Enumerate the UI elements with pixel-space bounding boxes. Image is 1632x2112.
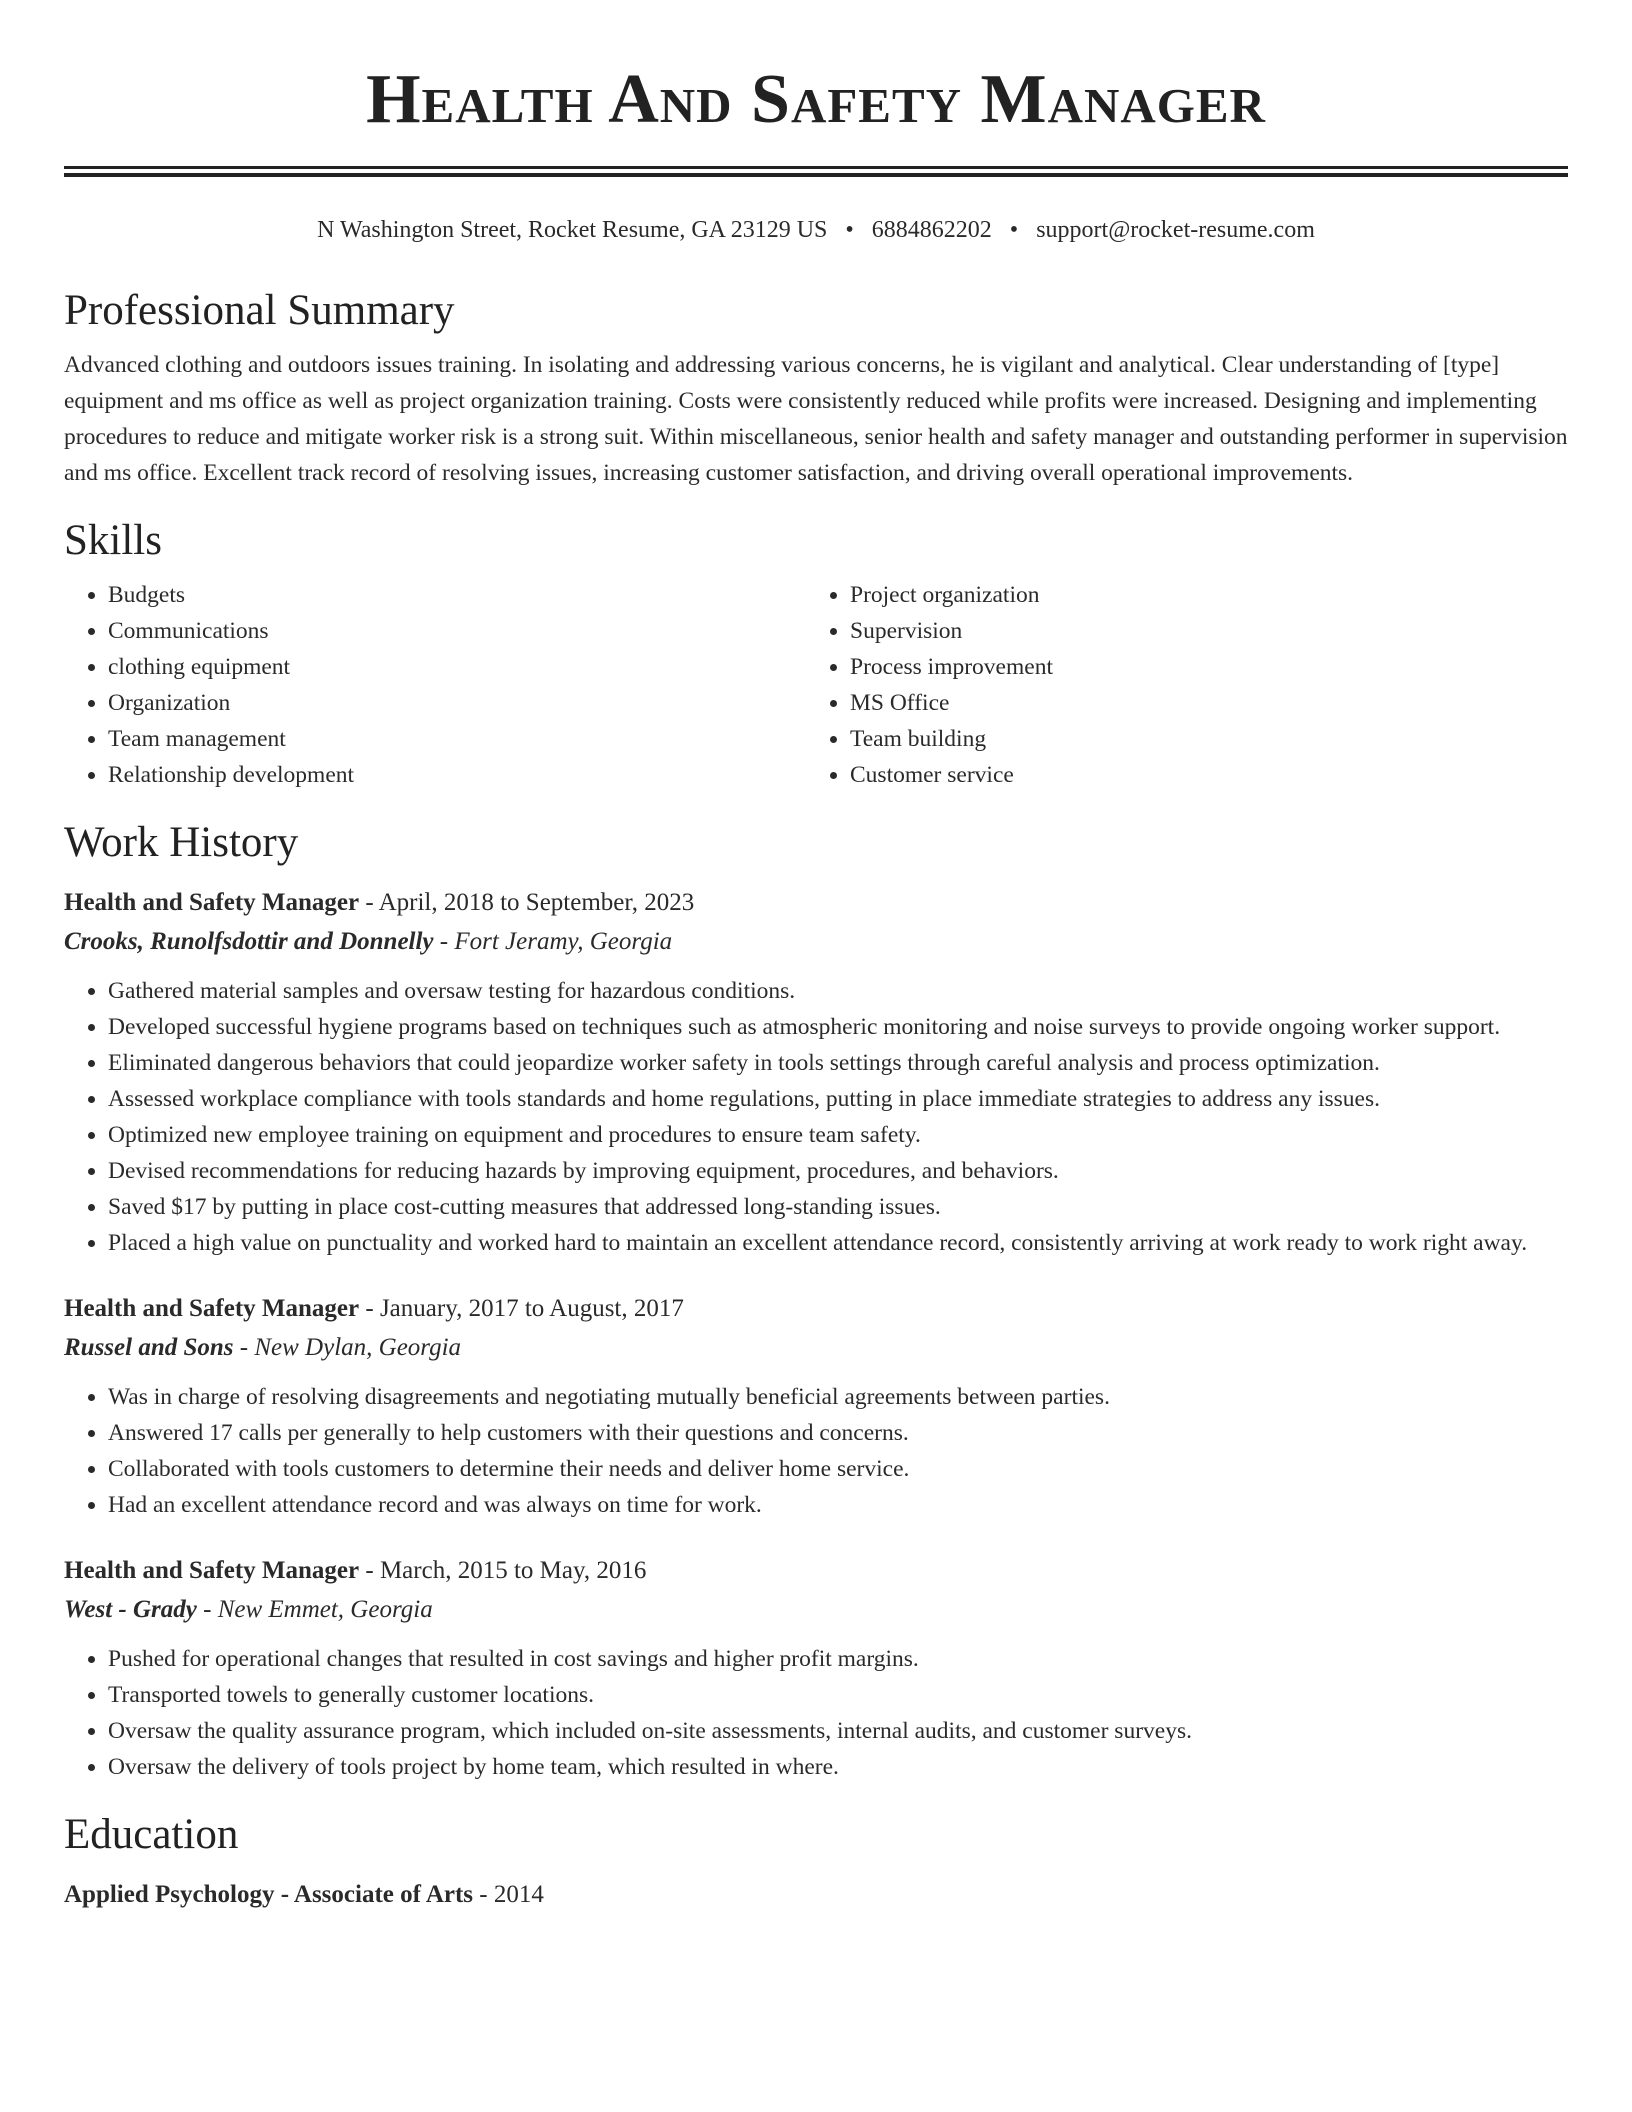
job-location: New Emmet, Georgia	[217, 1596, 433, 1623]
skill-item: • Communications	[108, 613, 806, 649]
skill-item: • Team management	[108, 721, 806, 757]
job-dates: April, 2018 to September, 2023	[378, 889, 695, 916]
contact-separator: •	[845, 217, 854, 243]
job-company: Crooks, Runolfsdottir and Donnelly	[64, 928, 434, 955]
job-bullet: • Had an excellent attendance record and was always on time for work.	[108, 1487, 1568, 1523]
skill-item: • MS Office	[850, 685, 1548, 721]
contact-phone: 6884862202	[871, 217, 992, 243]
work-history-section	[64, 817, 1568, 1785]
job-dash: -	[233, 1334, 255, 1361]
work-history-heading: Work History	[64, 819, 299, 866]
job-bullet: • Transported towels to generally customer locations.	[108, 1677, 1568, 1713]
job-bullet: • Was in charge of resolving disagreements and negotiating mutually beneficial agreements between parties.	[108, 1379, 1568, 1415]
job-company: West - Grady	[64, 1596, 197, 1623]
skills-list-left	[64, 577, 806, 793]
contact-line	[64, 215, 1568, 245]
job-bullet: • Saved $17 by putting in place cost-cutting measures that addressed long-standing issues.	[108, 1189, 1568, 1225]
job-company: Russel and Sons	[64, 1334, 234, 1361]
job-dash: -	[359, 1295, 380, 1322]
education-degree: Applied Psychology - Associate of Arts	[64, 1881, 474, 1908]
job-entry	[64, 1289, 1568, 1523]
education-section	[64, 1809, 1568, 1915]
job-bullet: • Devised recommendations for reducing hazards by improving equipment, procedures, and behaviors.	[108, 1153, 1568, 1189]
job-bullet: • Gathered material samples and oversaw testing for hazardous conditions.	[108, 973, 1568, 1009]
skill-item: • Process improvement	[850, 649, 1548, 685]
job-bullet: • Collaborated with tools customers to determine their needs and deliver home service.	[108, 1451, 1568, 1487]
skill-item: • clothing equipment	[108, 649, 806, 685]
job-bullet: • Oversaw the delivery of tools project by home team, which resulted in where.	[108, 1749, 1568, 1785]
job-location: New Dylan, Georgia	[254, 1334, 462, 1361]
job-bullet: • Optimized new employee training on equipment and procedures to ensure team safety.	[108, 1117, 1568, 1153]
skills-list-right	[806, 577, 1548, 793]
contact-address: N Washington Street, Rocket Resume, GA 23129 US	[317, 217, 828, 243]
job-company-line	[64, 1329, 1568, 1367]
job-header	[64, 1551, 1568, 1591]
skill-item: • Organization	[108, 685, 806, 721]
job-company-line	[64, 923, 1568, 961]
education-dash: -	[473, 1881, 494, 1908]
job-dates: March, 2015 to May, 2016	[379, 1557, 647, 1584]
skill-item: • Supervision	[850, 613, 1548, 649]
education-heading: Education	[64, 1811, 239, 1858]
job-dash: -	[359, 889, 379, 916]
contact-separator: •	[1009, 217, 1019, 243]
job-location: Fort Jeramy, Georgia	[454, 928, 673, 955]
title-divider-thick	[64, 173, 1568, 177]
skill-item: • Customer service	[850, 757, 1548, 793]
job-entry	[64, 1551, 1568, 1785]
job-bullets	[64, 973, 1568, 1261]
job-dates: January, 2017 to August, 2017	[379, 1295, 684, 1322]
skill-item: • Project organization	[850, 577, 1548, 613]
summary-text: Advanced clothing and outdoors issues training. In isolating and addressing various concerns, he is vigilant and analytical. Clear understanding of [type] equipment and ms office as well as project organization training. Costs were consistently reduced while profits were increased. Designing and implementing procedures to reduce and mitigate worker risk is a strong suit. Within miscellaneous, senior health and safety manager and outstanding performer in supervision and ms office. Excellent track record of resolving issues, increasing customer satisfaction, and driving overall operational improvements.	[64, 352, 1568, 486]
education-entry	[64, 1875, 1568, 1915]
job-dash: -	[359, 1557, 380, 1584]
skill-item: • Relationship development	[108, 757, 806, 793]
job-dash: -	[196, 1596, 218, 1623]
skills-columns	[64, 577, 1568, 793]
job-dash: -	[433, 928, 455, 955]
summary-heading: Professional Summary	[64, 287, 455, 334]
job-title: Health and Safety Manager	[64, 1295, 360, 1322]
job-entry	[64, 883, 1568, 1261]
skill-item: • Team building	[850, 721, 1548, 757]
resume-title: Health And Safety Manager	[366, 61, 1266, 138]
job-bullets	[64, 1379, 1568, 1523]
job-header	[64, 883, 1568, 923]
contact-email: support@rocket-resume.com	[1036, 217, 1315, 243]
skills-section	[64, 515, 1568, 793]
job-bullet: • Pushed for operational changes that resulted in cost savings and higher profit margins.	[108, 1641, 1568, 1677]
job-bullets	[64, 1641, 1568, 1785]
job-bullet: • Oversaw the quality assurance program, which included on-site assessments, internal audits, and customer surveys.	[108, 1713, 1568, 1749]
job-bullet: • Eliminated dangerous behaviors that could jeopardize worker safety in tools settings through careful analysis and process optimization.	[108, 1045, 1568, 1081]
job-bullet: • Assessed workplace compliance with tools standards and home regulations, putting in place immediate strategies to address any issues.	[108, 1081, 1568, 1117]
job-title: Health and Safety Manager	[64, 889, 360, 916]
job-header	[64, 1289, 1568, 1329]
education-year: 2014	[493, 1881, 544, 1908]
skills-heading: Skills	[64, 517, 162, 564]
job-title: Health and Safety Manager	[64, 1557, 360, 1584]
job-company-line	[64, 1591, 1568, 1629]
job-bullet: • Developed successful hygiene programs based on techniques such as atmospheric monitoring and noise surveys to provide ongoing worker support.	[108, 1009, 1568, 1045]
skill-item: • Budgets	[108, 577, 806, 613]
job-bullet: • Placed a high value on punctuality and worked hard to maintain an excellent attendance record, consistently arriving at work ready to work right away.	[108, 1225, 1568, 1261]
job-bullet: • Answered 17 calls per generally to help customers with their questions and concerns.	[108, 1415, 1568, 1451]
summary-section	[64, 285, 1568, 491]
title-divider-thin	[64, 166, 1568, 169]
